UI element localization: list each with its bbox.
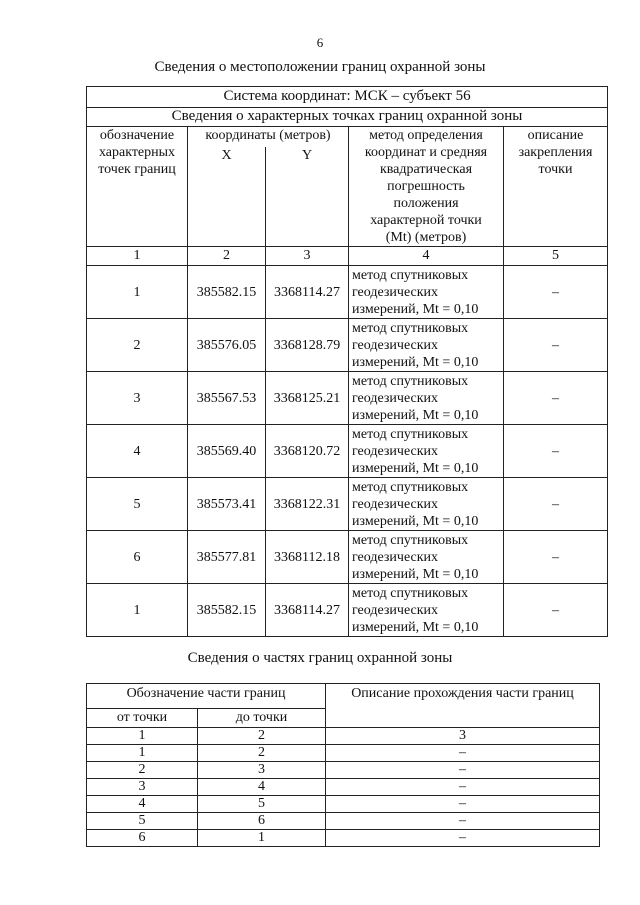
from-point: 1 [87,728,198,745]
point-number: 6 [87,531,188,584]
method-cell [349,531,504,584]
point-number: 5 [87,478,188,531]
table-row [87,319,608,372]
method-line: метод спутниковых [352,532,469,548]
table-row [87,728,600,745]
column-number: 1 [87,247,188,266]
from-point: 5 [87,813,198,830]
table-row [87,813,600,830]
method-line: метод спутниковых [352,426,469,442]
table-row [87,425,608,478]
header-boundary-part: Обозначение части границ [87,684,326,709]
header-line: метод определения [369,128,483,143]
column-number: 4 [349,247,504,266]
header-to-point: до точки [198,709,326,728]
header-line: характерной точки [370,213,482,228]
coord-y: 3368120.72 [266,425,349,478]
from-point: 1 [87,745,198,762]
method-line: измерений, Mt = 0,10 [352,566,479,582]
header-line: точек границ [98,162,176,177]
boundary-parts-table [86,683,600,847]
table-row [87,745,600,762]
header-y: Y [266,147,349,246]
fixation-description: – [504,584,608,637]
method-cell [349,584,504,637]
method-line: измерений, Mt = 0,10 [352,407,479,423]
header-line: квадратическая [379,162,473,177]
to-point: 1 [198,830,326,847]
method-line: геодезических [352,602,439,618]
point-number: 3 [87,372,188,425]
from-point: 6 [87,830,198,847]
coord-x: 385582.15 [188,584,266,637]
method-line: геодезических [352,443,439,459]
fixation-description: – [504,478,608,531]
table-row [87,478,608,531]
method-cell [349,319,504,372]
header-passage-description: Описание прохождения части границ [326,684,600,728]
from-point: 3 [87,779,198,796]
characteristic-points-table [86,86,608,637]
method-line: метод спутниковых [352,479,469,495]
header-point-designation [87,127,188,247]
table-row [87,372,608,425]
coord-y: 3368114.27 [266,584,349,637]
table-row [87,531,608,584]
point-number: 1 [87,584,188,637]
method-line: метод спутниковых [352,585,469,601]
coord-x: 385577.81 [188,531,266,584]
coord-y: 3368122.31 [266,478,349,531]
to-point: 2 [198,728,326,745]
to-point: 2 [198,745,326,762]
header-coordinates: координаты (метров) [188,127,349,148]
passage-description: – [326,745,600,762]
to-point: 6 [198,813,326,830]
method-line: геодезических [352,549,439,565]
fixation-description: – [504,319,608,372]
passage-description: – [326,762,600,779]
header-line: положения [393,196,459,211]
header-line: (Mt) (метров) [385,230,467,245]
method-line: метод спутниковых [352,267,469,283]
column-number: 5 [504,247,608,266]
header-x: X [188,147,266,246]
passage-description: – [326,796,600,813]
fixation-description: – [504,531,608,584]
coord-x: 385569.40 [188,425,266,478]
method-line: геодезических [352,390,439,406]
method-line: геодезических [352,496,439,512]
header-line: точки [538,162,573,177]
header-line: описание [527,128,584,143]
header-line: закрепления [518,145,593,160]
coord-system-header: Система координат: МСК – субъект 56 [87,87,608,108]
method-cell [349,266,504,319]
to-point: 3 [198,762,326,779]
coord-x: 385573.41 [188,478,266,531]
header-fixation-description [504,127,608,247]
coord-y: 3368125.21 [266,372,349,425]
header-method [349,127,504,247]
method-cell [349,425,504,478]
method-line: метод спутниковых [352,373,469,389]
coord-y: 3368128.79 [266,319,349,372]
method-line: измерений, Mt = 0,10 [352,354,479,370]
from-point: 2 [87,762,198,779]
table-row [87,762,600,779]
parts-section-title: Сведения о частях границ охранной зоны [187,650,453,666]
from-point: 4 [87,796,198,813]
coord-y: 3368114.27 [266,266,349,319]
passage-description: 3 [326,728,600,745]
method-line: измерений, Mt = 0,10 [352,619,479,635]
header-line: погрешность [387,179,465,194]
header-from-point: от точки [87,709,198,728]
passage-description: – [326,779,600,796]
coord-y: 3368112.18 [266,531,349,584]
column-number: 3 [266,247,349,266]
table-row [87,796,600,813]
passage-description: – [326,830,600,847]
method-cell [349,478,504,531]
to-point: 4 [198,779,326,796]
point-number: 4 [87,425,188,478]
fixation-description: – [504,425,608,478]
passage-description: – [326,813,600,830]
method-line: измерений, Mt = 0,10 [352,301,479,317]
table-row [87,830,600,847]
page-title: Сведения о местоположении границ охранной зоны [154,59,486,75]
table-row [87,584,608,637]
method-line: измерений, Mt = 0,10 [352,460,479,476]
table-subtitle: Сведения о характерных точках границ охранной зоны [87,108,608,127]
to-point: 5 [198,796,326,813]
point-number: 2 [87,319,188,372]
coord-x: 385576.05 [188,319,266,372]
method-cell [349,372,504,425]
method-line: измерений, Mt = 0,10 [352,513,479,529]
header-line: обозначение [99,128,175,143]
table-row [87,779,600,796]
method-line: геодезических [352,284,439,300]
header-line: характерных [98,145,176,160]
column-number: 2 [188,247,266,266]
coord-x: 385582.15 [188,266,266,319]
point-number: 1 [87,266,188,319]
coord-x: 385567.53 [188,372,266,425]
fixation-description: – [504,266,608,319]
method-line: геодезических [352,337,439,353]
method-line: метод спутниковых [352,320,469,336]
page-number: 6 [316,35,324,50]
table-row [87,266,608,319]
header-line: координат и средняя [364,145,488,160]
fixation-description: – [504,372,608,425]
